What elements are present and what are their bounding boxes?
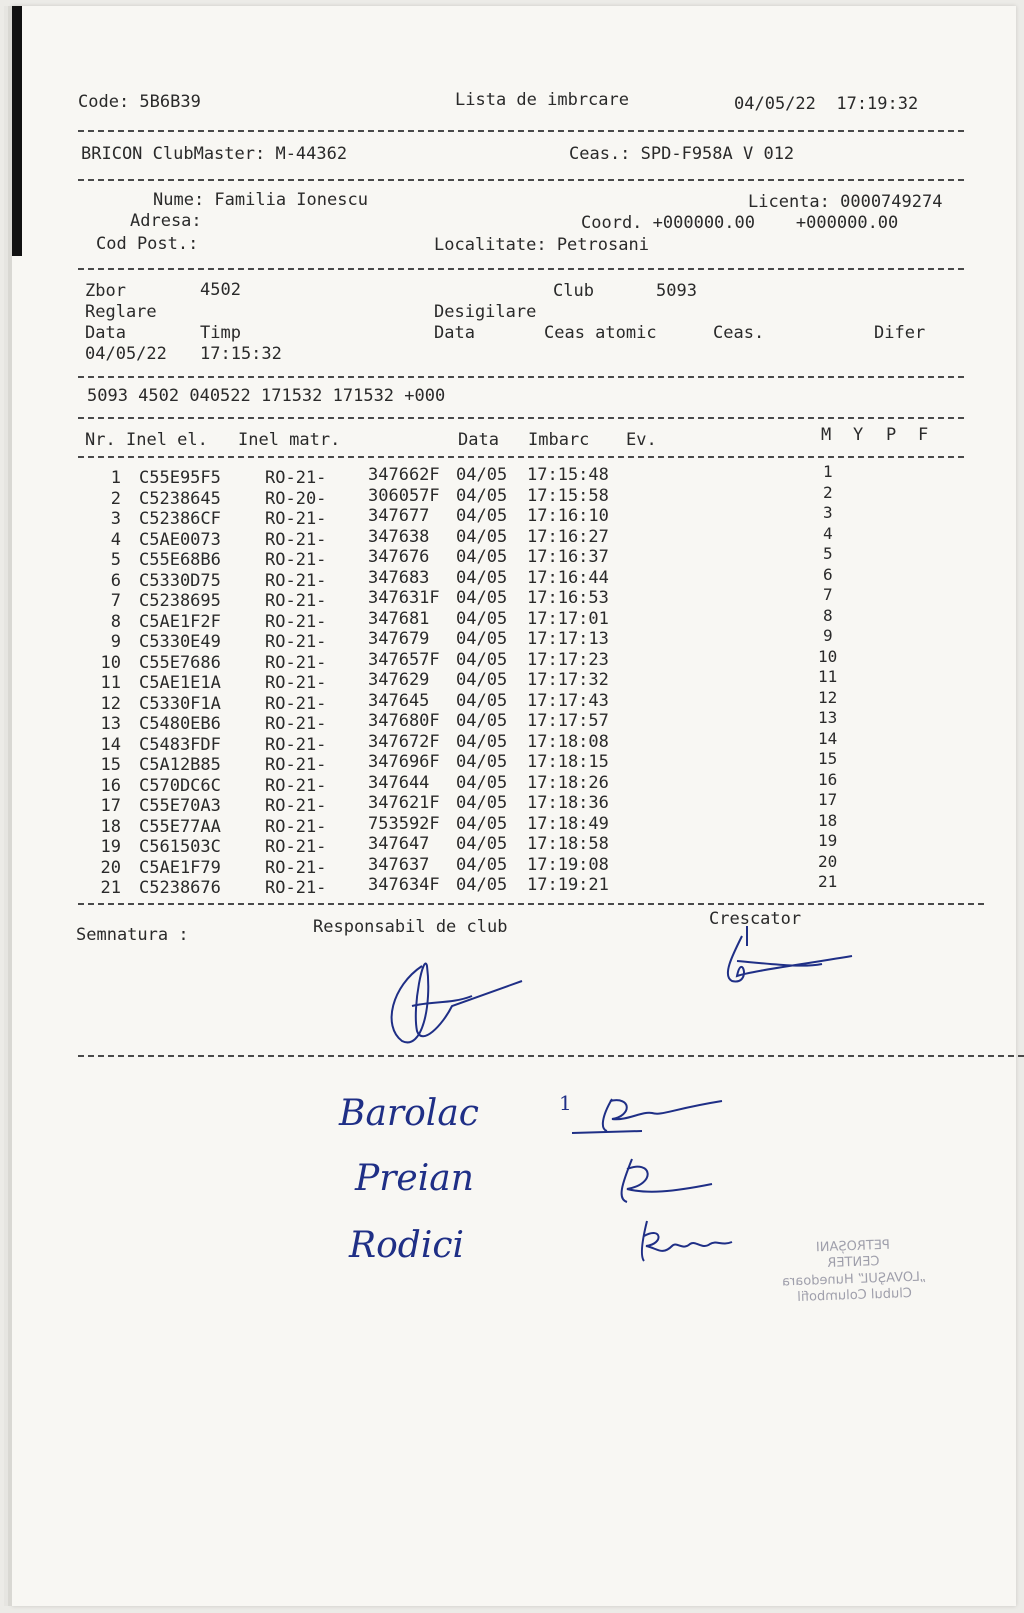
scan-edge-shadow: [12, 6, 22, 256]
ring-electronic: C52386CF: [139, 509, 221, 529]
boarding-time: 17:17:23: [527, 649, 609, 670]
boarding-date: 04/05: [456, 834, 508, 854]
boarding-date: 04/05: [456, 547, 508, 567]
boarding-date: 04/05: [456, 588, 508, 608]
breeder-signature: [712, 916, 872, 1006]
ring-registration: 347647: [368, 834, 430, 854]
ring-electronic: C55E95F5: [139, 468, 221, 488]
rank-m: 12: [818, 687, 838, 707]
boarding-time: 17:16:53: [527, 588, 609, 608]
ring-electronic: C5AE1F2F: [139, 611, 221, 632]
boarding-time: 17:18:58: [527, 834, 609, 854]
ring-registration: 347637: [368, 854, 430, 875]
col-ring-registration: Inel matr.: [238, 430, 341, 450]
boarding-date: 04/05: [456, 854, 508, 875]
ring-electronic: C5483FDF: [139, 734, 221, 755]
owner-name: Nume: Familia Ionescu: [153, 190, 368, 210]
ring-prefix: RO-21-: [265, 570, 327, 591]
rank-m: 9: [823, 626, 833, 645]
row-number: 1: [110, 468, 121, 488]
ring-electronic: C5330F1A: [139, 693, 221, 714]
boarding-date: 04/05: [456, 526, 508, 547]
ring-prefix: RO-21-: [265, 816, 327, 837]
ring-prefix: RO-21-: [265, 632, 327, 652]
boarding-time: 17:19:08: [527, 854, 609, 875]
document-title: Lista de imbrcare: [455, 90, 629, 110]
rank-m: 16: [818, 769, 838, 789]
ring-prefix: RO-21-: [265, 611, 327, 632]
setting-date: 04/05/22: [85, 344, 167, 364]
ring-registration: 753592F: [368, 813, 440, 834]
ring-electronic: C570DC6C: [139, 775, 221, 796]
boarding-time: 17:17:57: [527, 711, 609, 731]
rank-m: 13: [818, 708, 838, 727]
document-code: Code: 5B6B39: [78, 92, 201, 112]
ring-prefix: RO-21-: [265, 837, 327, 857]
row-number: 6: [110, 570, 121, 591]
boarding-time: 17:18:26: [527, 772, 609, 793]
club-label: Club: [553, 281, 594, 301]
club-number: 5093: [656, 281, 697, 301]
club-responsible-label: Responsabil de club: [313, 917, 508, 937]
unsealing-date-label: Data: [434, 323, 475, 343]
ring-prefix: RO-21-: [265, 714, 327, 734]
ring-registration: 347677: [368, 506, 430, 526]
rank-m: 3: [823, 503, 833, 522]
ring-registration: 347696F: [368, 752, 440, 772]
row-number: 11: [100, 673, 121, 693]
ring-registration: 347629: [368, 670, 430, 690]
ring-registration: 347672F: [368, 731, 440, 752]
rank-m: 11: [818, 667, 838, 686]
row-number: 20: [100, 857, 121, 878]
row-number: 19: [100, 837, 121, 857]
ring-prefix: RO-21-: [265, 509, 327, 529]
document-page: [12, 6, 1016, 1606]
boarding-date: 04/05: [456, 649, 508, 670]
ring-prefix: RO-21-: [265, 755, 327, 775]
rank-m: 4: [823, 523, 833, 543]
ring-registration: 347657F: [368, 649, 440, 670]
print-datetime: 04/05/22 17:19:32: [734, 94, 919, 114]
ring-electronic: C55E77AA: [139, 816, 221, 837]
ring-electronic: C5238676: [139, 878, 221, 898]
ring-electronic: C55E70A3: [139, 796, 221, 816]
ring-registration: 347631F: [368, 588, 440, 608]
ring-registration: 347644: [368, 772, 430, 793]
ring-electronic: C5480EB6: [139, 714, 221, 734]
col-y: Y: [853, 425, 864, 445]
boarding-date: 04/05: [456, 752, 508, 772]
boarding-time: 17:16:27: [527, 526, 609, 547]
boarding-date: 04/05: [456, 690, 508, 711]
atomic-clock-label: Ceas atomic: [544, 323, 657, 343]
ring-electronic: C561503C: [139, 837, 221, 857]
setting-time-label: Timp: [200, 323, 241, 343]
ring-registration: 347621F: [368, 793, 440, 813]
col-event: Ev.: [626, 430, 657, 450]
license-number: Licenta: 0000749274: [748, 192, 943, 212]
boarding-time: 17:18:49: [527, 813, 609, 834]
rank-m: 17: [818, 790, 838, 809]
boarding-date: 04/05: [456, 567, 508, 588]
boarding-time: 17:18:36: [527, 793, 609, 813]
club-stamp: PETROȘANI CENTER „LOVAŞUL” Hunedoara Clubul Columbofil: [781, 1237, 927, 1305]
divider: [78, 376, 964, 378]
ring-prefix: RO-21-: [265, 550, 327, 570]
boarding-time: 17:17:13: [527, 629, 609, 649]
boarding-time: 17:16:44: [527, 567, 609, 588]
row-number: 14: [100, 734, 121, 755]
breeder-label: Crescator: [709, 909, 802, 929]
row-number: 10: [100, 652, 121, 673]
boarding-time: 17:19:21: [527, 875, 609, 895]
rank-m: 14: [818, 728, 838, 748]
rank-m: 21: [818, 872, 838, 891]
ring-registration: 347683: [368, 567, 430, 588]
ring-prefix: RO-21-: [265, 878, 327, 898]
ring-electronic: C5AE0073: [139, 529, 221, 550]
ring-prefix: RO-21-: [265, 468, 327, 488]
ring-registration: 347676: [368, 547, 430, 567]
rank-m: 8: [823, 605, 833, 625]
ring-electronic: C5238695: [139, 591, 221, 611]
flight-number: 4502: [200, 280, 241, 300]
difference-label: Difer: [874, 323, 926, 343]
row-number: 15: [100, 755, 121, 775]
boarding-date: 04/05: [456, 813, 508, 834]
divider: [78, 268, 964, 270]
row-number: 7: [110, 591, 121, 611]
row-number: 13: [100, 714, 121, 734]
rank-m: 1: [823, 462, 833, 481]
handwritten-signature: [632, 1216, 742, 1271]
ring-electronic: C5330E49: [139, 632, 221, 652]
rank-m: 15: [818, 749, 838, 768]
setting-label: Reglare: [85, 302, 157, 322]
rank-m: 5: [823, 544, 833, 563]
ring-registration: 306057F: [368, 485, 440, 506]
ring-registration: 347681: [368, 608, 430, 629]
boarding-date: 04/05: [456, 608, 508, 629]
handwritten-page-mark: 1: [559, 1091, 572, 1115]
ring-prefix: RO-21-: [265, 529, 327, 550]
boarding-time: 17:17:01: [527, 608, 609, 629]
divider: [78, 903, 984, 905]
ring-registration: 347662F: [368, 465, 440, 485]
ring-electronic: C55E68B6: [139, 550, 221, 570]
divider: [78, 179, 964, 181]
divider: [78, 456, 964, 458]
row-number: 4: [110, 529, 121, 550]
rank-m: 6: [823, 564, 833, 584]
ring-prefix: RO-21-: [265, 857, 327, 878]
row-number: 2: [110, 488, 121, 509]
boarding-time: 17:18:08: [527, 731, 609, 752]
ring-prefix: RO-21-: [265, 673, 327, 693]
setting-date-label: Data: [85, 323, 126, 343]
row-number: 17: [100, 796, 121, 816]
rank-m: 10: [818, 646, 838, 666]
ring-electronic: C5330D75: [139, 570, 221, 591]
divider: [78, 417, 964, 419]
ring-electronic: C5A12B85: [139, 755, 221, 775]
row-number: 9: [110, 632, 121, 652]
signature-label: Semnatura :: [76, 925, 189, 945]
boarding-date: 04/05: [456, 793, 508, 813]
boarding-date: 04/05: [456, 629, 508, 649]
clock-id: Ceas.: SPD-F958A V 012: [569, 144, 795, 164]
ring-prefix: RO-21-: [265, 796, 327, 816]
ring-electronic: C55E7686: [139, 652, 221, 673]
setting-time: 17:15:32: [200, 344, 282, 364]
flight-code-line: 5093 4502 040522 171532 171532 +000: [87, 386, 446, 406]
locality: Localitate: Petrosani: [434, 235, 649, 255]
ring-registration: 347645: [368, 690, 430, 711]
row-number: 16: [100, 775, 121, 796]
handwritten-signature: [612, 1154, 732, 1214]
boarding-time: 17:16:10: [527, 506, 609, 526]
club-master-id: BRICON ClubMaster: M-44362: [81, 144, 348, 164]
col-boarding: Imbarc: [528, 430, 590, 450]
row-number: 18: [100, 816, 121, 837]
boarding-time: 17:15:58: [527, 485, 609, 506]
owner-address: Adresa:: [130, 211, 202, 231]
rank-m: 2: [823, 482, 833, 502]
col-p: P: [886, 425, 897, 445]
boarding-date: 04/05: [456, 485, 508, 506]
col-f: F: [918, 425, 929, 445]
col-ring-electronic: Inel el.: [126, 430, 208, 450]
clock-label: Ceas.: [713, 323, 765, 343]
ring-prefix: RO-21-: [265, 693, 327, 714]
boarding-date: 04/05: [456, 506, 508, 526]
col-date: Data: [458, 430, 499, 450]
row-number: 8: [110, 611, 121, 632]
ring-registration: 347638: [368, 526, 430, 547]
rank-m: 20: [818, 851, 838, 871]
ring-registration: 347680F: [368, 711, 440, 731]
rank-m: 18: [818, 810, 838, 830]
boarding-time: 17:18:15: [527, 752, 609, 772]
ring-prefix: RO-21-: [265, 734, 327, 755]
unsealing-label: Desigilare: [434, 302, 537, 322]
handwritten-signature: [572, 1091, 742, 1141]
boarding-time: 17:16:37: [527, 547, 609, 567]
ring-prefix: RO-21-: [265, 652, 327, 673]
boarding-time: 17:17:32: [527, 670, 609, 690]
boarding-date: 04/05: [456, 875, 508, 895]
boarding-date: 04/05: [456, 670, 508, 690]
ring-registration: 347679: [368, 629, 430, 649]
handwritten-name: Rodici: [349, 1225, 465, 1266]
handwritten-name: Barolac: [339, 1093, 479, 1134]
row-number: 3: [110, 509, 121, 529]
boarding-date: 04/05: [456, 772, 508, 793]
ring-prefix: RO-21-: [265, 775, 327, 796]
rank-m: 19: [818, 831, 838, 850]
club-responsible-signature: [372, 946, 552, 1056]
postal-code: Cod Post.:: [96, 234, 199, 254]
col-nr: Nr.: [85, 430, 116, 450]
boarding-time: 17:15:48: [527, 465, 609, 485]
divider: [78, 130, 964, 132]
ring-prefix: RO-20-: [265, 488, 327, 509]
ring-registration: 347634F: [368, 875, 440, 895]
boarding-time: 17:17:43: [527, 690, 609, 711]
boarding-date: 04/05: [456, 711, 508, 731]
flight-label: Zbor: [85, 281, 126, 301]
boarding-date: 04/05: [456, 731, 508, 752]
handwritten-name: Preian: [355, 1158, 474, 1199]
boarding-date: 04/05: [456, 465, 508, 485]
row-number: 12: [100, 693, 121, 714]
divider: [78, 1055, 1024, 1057]
owner-coordinates: Coord. +000000.00 +000000.00: [581, 213, 899, 233]
ring-prefix: RO-21-: [265, 591, 327, 611]
col-m: M: [821, 425, 832, 445]
row-number: 21: [100, 878, 121, 898]
ring-electronic: C5AE1E1A: [139, 673, 221, 693]
row-number: 5: [110, 550, 121, 570]
rank-m: 7: [823, 585, 833, 604]
ring-electronic: C5AE1F79: [139, 857, 221, 878]
ring-electronic: C5238645: [139, 488, 221, 509]
